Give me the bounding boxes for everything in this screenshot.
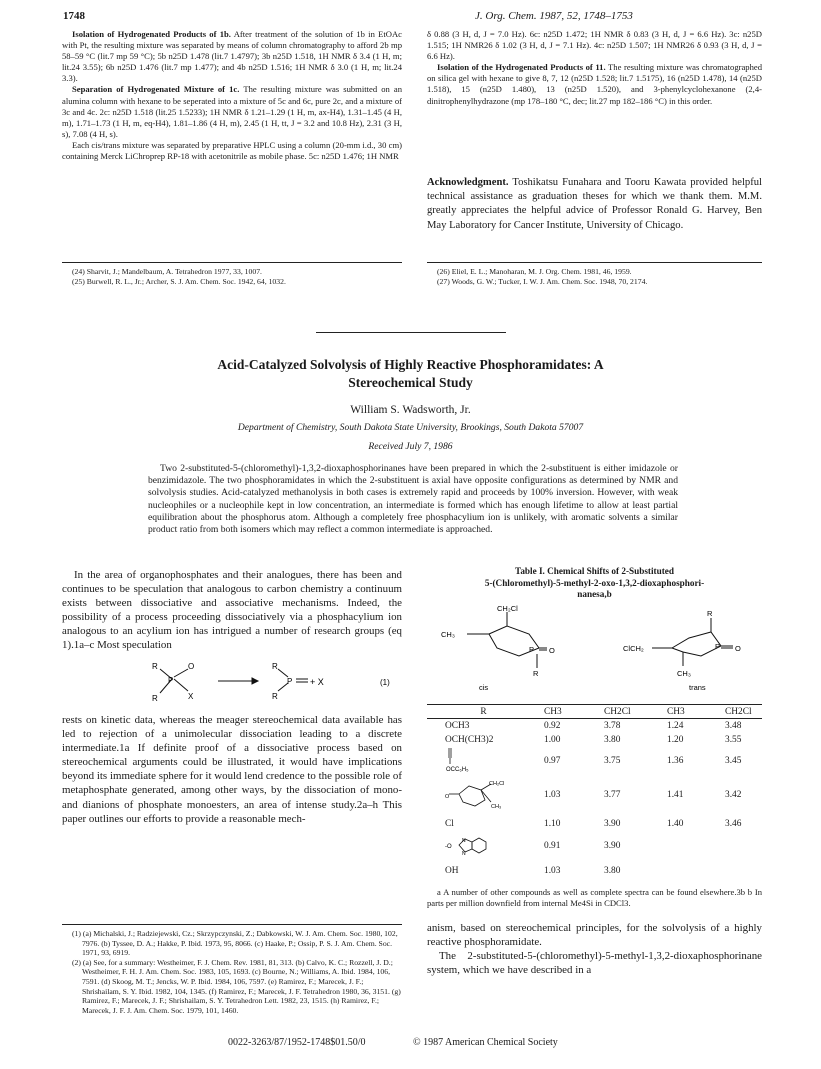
svg-text:N: N xyxy=(462,850,466,856)
atom-label: R xyxy=(152,662,158,671)
section-head: Separation of Hydrogenated Mixture of 1c. xyxy=(72,84,240,95)
column-header: CH2Cl xyxy=(725,706,752,717)
paragraph: δ 0.88 (3 H, d, J = 7.0 Hz). 6c: n25D 1.472; 1H NMR δ 0.83 (3 H, d, J = 6.6 Hz). 3c: n25D 1.515; 1H NMR26 δ 1.02 (3 H, d, J = 7.1 Hz). 4c: n25D 1.507; 1H NMR26 δ 0.93 (3 H, d, J = 6.6 Hz). xyxy=(427,29,762,62)
column-header: CH2Cl xyxy=(604,706,631,717)
top-left-column xyxy=(62,29,402,162)
table-row xyxy=(427,733,762,746)
title-line: Acid-Catalyzed Solvolysis of Highly Reactive Phosphoramidates: A xyxy=(217,357,604,372)
table-cell: 3.77 xyxy=(604,790,621,800)
bond xyxy=(278,669,288,677)
column-header: CH3 xyxy=(544,706,562,717)
table-cell xyxy=(663,833,721,859)
atom-label: O xyxy=(549,646,555,655)
paragraph: Each cis/trans mixture was separated by preparative HPLC using a column (20-mm i.d., 30 cm) containing Merck LiChroprep RP-18 with acetonitrile as mobile phase. 5c: n25D 1.476; 1H NMR xyxy=(62,139,402,162)
footnotes-left xyxy=(72,929,402,1015)
atom-label: CH₃ xyxy=(441,630,455,639)
atom-label: O xyxy=(188,662,195,671)
reference: (25) Burwell, R. L., Jr.; Archer, S. J. Am. Chem. Soc. 1942, 64, 1032. xyxy=(72,276,286,286)
table-cell: 1.03 xyxy=(544,790,561,800)
atom-label: P xyxy=(529,645,535,654)
svg-text:CH₂Cl: CH₂Cl xyxy=(489,780,505,787)
table-cell-r: Cl xyxy=(445,819,454,829)
caption-line: nanesa,b xyxy=(577,589,612,599)
body-right-column xyxy=(427,921,762,977)
ack-head: Acknowledgment. xyxy=(427,177,509,188)
bond xyxy=(174,679,188,691)
author: William S. Wadsworth, Jr. xyxy=(350,404,471,416)
affiliation: Department of Chemistry, South Dakota State University, Brookings, South Dakota 57007 xyxy=(237,422,584,433)
bond xyxy=(174,669,188,677)
atom-label: CH₂Cl xyxy=(497,604,518,613)
section-head: Isolation of Hydrogenated Products of 1b. xyxy=(72,29,231,39)
reference: (26) Eliel, E. L.; Manoharan, M. J. Org. Chem. 1981, 46, 1959. xyxy=(437,267,632,276)
footnote: (1) (a) Michalski, J.; Radziejewski, Cz.; Skrzypczynski, Z.; Dabkowski, W. J. Am. Chem. Soc. 1980, 102, 7976. (b) Tyssee, D. A.; Hakke, P. Ibid. 1973, 95, 8066. (c) Haake, P.; Ossip, P. S. J. Am. Chem. Soc. 1971, 93, 6919. xyxy=(72,929,398,958)
divider xyxy=(62,262,402,263)
table-header-row xyxy=(427,705,762,718)
table-caption xyxy=(427,566,762,601)
table-cell: 0.97 xyxy=(544,755,561,766)
intro-paragraph xyxy=(62,568,402,653)
atom-label: R xyxy=(272,662,278,671)
isomer-label-trans: trans xyxy=(689,683,706,692)
table-cell: 3.46 xyxy=(725,819,742,829)
dioxaphosphorinane-structure-icon xyxy=(445,776,515,812)
table-row xyxy=(427,746,762,775)
abstract: Two 2-substituted-5-(chloromethyl)-1,3,2-dioxaphosphorinanes have been prepared in which the 2-substituent is either imidazole or benzimidazole. The two phosphoramidates in which the 2-substituent is axial have opposite configurations as determined by NMR and solvolysis studies. Acid-catalyzed methanolysis in both cases is extremely rapid and proceeds by 100% inversion. However, with weak nucleophiles or a nucleophile kept in low concentration, an intermediate is formed which has enough lifetime to allow at least partial equilibration about the phosphorus atom. Although a completely free phosphacylium ion is unlikely, with aromatic solvents a similar product ratio from both isomers which may reflect a common intermediate is approached. xyxy=(148,463,678,536)
paragraph: In the area of organophosphates and their analogues, there has been and continues to be speculation that analogous to carbon chemistry a continuum exists between dissociative and associative mechanisms. Indeed, the possibility of a process proceeding dissociatively via a phosphacylium ion analogous to an acylium ion has intrigued a number of research groups (eq 1).1a–c Most speculation xyxy=(62,569,402,652)
table-footnotes xyxy=(427,887,762,909)
table-cell: 3.78 xyxy=(604,720,621,731)
atom-label: O xyxy=(735,644,741,653)
table-cell: 1.03 xyxy=(544,866,561,876)
table-cell: 3.80 xyxy=(604,734,621,745)
table-cell-r: OCH(CH3)2 xyxy=(445,734,494,745)
table-row xyxy=(427,833,762,859)
atom-label: R xyxy=(707,609,713,618)
arrow-head xyxy=(252,678,258,684)
svg-text:-O: -O xyxy=(445,843,452,850)
table-cell: 1.10 xyxy=(544,819,561,829)
atom-label: P xyxy=(715,642,721,651)
section-head: Isolation of the Hydrogenated Products of 11. xyxy=(437,62,606,73)
table-cell: 1.00 xyxy=(544,734,561,745)
table-cell xyxy=(663,859,721,883)
table-cell: 3.90 xyxy=(604,841,621,851)
svg-text:CH₃: CH₃ xyxy=(491,803,502,810)
atom-label: P xyxy=(287,677,293,686)
table-cell xyxy=(721,833,762,859)
title-line: Stereochemical Study xyxy=(348,375,473,390)
divider xyxy=(427,262,762,263)
equation-number: (1) xyxy=(380,678,390,687)
received-date: Received July 7, 1986 xyxy=(368,441,453,452)
body-paragraph-2 xyxy=(62,713,402,826)
paragraph: After treatment of the solution of 1b in EtOAc with Pt, the resulting mixture was separated by means of column chromatography to afford 2b mp 58–59 °C (lit.7 mp 59 °C); 5b n25D 1.478 (lit.7 1.4797); 3b n25D 1.518, 1H NMR δ 3.4 (1 H, m; lit.24 3.55); 6b n25D 1.476 (lit.7 mp 1.477); and 4b n25D 1.516; 1H NMR δ 3.0 (1 H, m; lit.24 3.3). xyxy=(62,29,402,84)
ack-text: Toshikatsu Funahara and Tooru Kawata provided helpful technical assistance as graduation theses for which we thank them. M.M. greatly appreciates the helpful advice of Professor Ronald G. Harvey, Ben May Laboratory for Cancer Institute, University of Chicago. xyxy=(427,177,762,231)
table-cell: 3.45 xyxy=(725,755,742,766)
svg-text:N: N xyxy=(462,837,466,844)
equation-plus: + X xyxy=(310,677,324,687)
table-cell: 1.36 xyxy=(667,755,684,766)
atom-label: X xyxy=(188,692,194,701)
paragraph: anism, based on stereochemical principles, for the solvolysis of a highly reactive phosphoramidate. xyxy=(427,922,762,949)
table-footnote-b: b In parts per million downfield from internal Me4Si in CDCl3. xyxy=(427,887,762,908)
benzoate-structure-icon xyxy=(445,746,485,772)
page-number: 1748 xyxy=(63,10,85,22)
column-header: CH3 xyxy=(667,706,685,717)
top-right-column xyxy=(427,29,762,107)
table-cell: 3.55 xyxy=(725,734,742,745)
svg-text:O: O xyxy=(445,793,450,800)
atom-label: ClCH₂ xyxy=(623,644,644,653)
svg-text:OCC₆H₅: OCC₆H₅ xyxy=(446,767,469,772)
footnote: (2) (a) See, for a summary: Westheimer, F. J. Chem. Rev. 1981, 81, 313. (b) Calvo, K. C.; Rozzell, J. D.; Westheimer, F. H. J. Am. Chem. Soc. 1983, 105, 1693. (c) Bourne, N.; Williams, A. Ibid. 1984, 106, 7591. (d) Skoog, M. T.; Jencks, W. P. Ibid. 1984, 106, 7597. (e) Ramirez, F.; Marecek, J. F.; Shrishailam, S. Y. Ibid. 1982, 104, 1345. (f) Ramirez, F.; Marecek, J. F. Tetrahedron 1980, 36, 3151. (g) Ramirez, F.; Marecek, J. F.; Shrishailam, S. Y. Tetrahedron Lett. 1982, 23, 1515. (h) Ramirez, F.; Marecek, J. F. J. Am. Chem. Soc. 1979, 101, 1460. xyxy=(72,957,401,1015)
article-title xyxy=(80,356,741,392)
column-header: R xyxy=(480,706,487,717)
table-cell: 1.20 xyxy=(667,734,684,745)
table-footnote-a: a A number of other compounds as well as complete spectra can be found elsewhere.3b xyxy=(437,887,746,897)
caption-line: 5-(Chloromethyl)-5-methyl-2-oxo-1,3,2-dioxaphosphori- xyxy=(484,577,705,588)
reference: (27) Woods, G. W.; Tucker, I. W. J. Am. Chem. Soc. 1948, 70, 2174. xyxy=(437,276,648,286)
isomer-label-cis: cis xyxy=(479,683,489,692)
atom-label: P xyxy=(168,676,174,685)
divider xyxy=(62,924,402,925)
atom-label: R xyxy=(533,669,539,678)
table-cell-r xyxy=(427,746,540,775)
footer-copyright: © 1987 American Chemical Society xyxy=(413,1037,558,1048)
paragraph: The resulting mixture was submitted on an alumina column with hexane to be seperated into a mixture of 5c and 6c, pure 2c, and a mixture of 3c and 4c. 2c: n25D 1.518 (lit.25 1.5233); 1H NMR δ 1.21–1.29 (1 H, m, ax-H4), 1.31–1.45 (4 H, m), 1.71–1.73 (1 H, m, eq-H4), 1.81–1.86 (4 H, m), 2.45 (1 H, tt, J = 3.2 and 10.8 Hz), 2.31 (3 H, s), 7.08 (4 H, s). xyxy=(62,84,403,139)
chemical-shift-table xyxy=(427,705,762,883)
table-cell: 0.91 xyxy=(544,841,561,851)
caption-line: Table I. Chemical Shifts of 2-Substituted xyxy=(515,566,674,576)
equation-1 xyxy=(130,657,400,712)
table-cell: 1.24 xyxy=(667,720,684,731)
footer-code: 0022-3263/87/1952-1748$01.50/0 xyxy=(228,1037,366,1048)
table-row xyxy=(427,859,762,883)
table-cell xyxy=(721,859,762,883)
table-row xyxy=(427,718,762,733)
table-cell-r xyxy=(427,775,540,815)
table-row xyxy=(427,815,762,833)
table-cell: 3.80 xyxy=(604,866,621,876)
table-cell: 0.92 xyxy=(544,720,561,731)
table-cell: 1.41 xyxy=(667,790,684,800)
atom-label: R xyxy=(272,692,278,701)
references-right xyxy=(437,267,762,286)
table-cell: 3.42 xyxy=(725,790,742,800)
table-row xyxy=(427,775,762,815)
paragraph: The resulting mixture was chromatographed on silica gel with hexane to give 8, 7, 12 (n25D 1.528; lit.7 1.5175), 16 (n25D 1.478), 14 (n25D 1.518), 15 (n25D 1.480), 13 (n25D 1.520), and 3-phenylcyclohexanone (2,4-dinitrophenylhydrazone (mp 178–180 °C, dec; lit.27 mp 182–186 °C) in this order. xyxy=(427,62,762,106)
benzimidazole-structure-icon xyxy=(445,834,505,856)
reference: (24) Sharvit, J.; Mandelbaum, A. Tetrahedron 1977, 33, 1007. xyxy=(72,267,262,276)
table-cell: 3.90 xyxy=(604,819,621,829)
table-cell: 3.48 xyxy=(725,720,742,731)
table-cell-r xyxy=(427,833,540,859)
trans-ring xyxy=(672,632,721,656)
journal-citation: J. Org. Chem. 1987, 52, 1748–1753 xyxy=(475,10,633,22)
table-cell: 1.40 xyxy=(667,819,684,829)
acknowledgment xyxy=(427,176,762,233)
atom-label: CH₃ xyxy=(677,669,691,678)
table-cell: 3.75 xyxy=(604,755,621,766)
paragraph: rests on kinetic data, whereas the meager stereochemical data available has led to rejection of a unimolecular dissociation leading to a discrete intermediate.1a If definite proof of a dissociative process based on stereochemical arguments could be illustrated, it would have implications beyond its immediate sphere for it would lend credence to the possible role of metaphosphate generated, among other ways, by the dissociation of mono- and dianions of phosphate monoesters, an area of intense study.2a–h This paper outlines our efforts to provide a reasonable mech- xyxy=(62,714,402,825)
table-cell-r: OCH3 xyxy=(445,720,470,731)
table-cell-r: OH xyxy=(445,866,459,876)
references-left xyxy=(72,267,402,286)
section-divider xyxy=(316,332,506,333)
atom-label: R xyxy=(152,694,158,703)
paragraph: The 2-substituted-5-(chloromethyl)-5-methyl-1,3,2-dioxaphosphorinane system, which we have described in a xyxy=(427,950,762,977)
structure-drawings xyxy=(427,604,762,694)
